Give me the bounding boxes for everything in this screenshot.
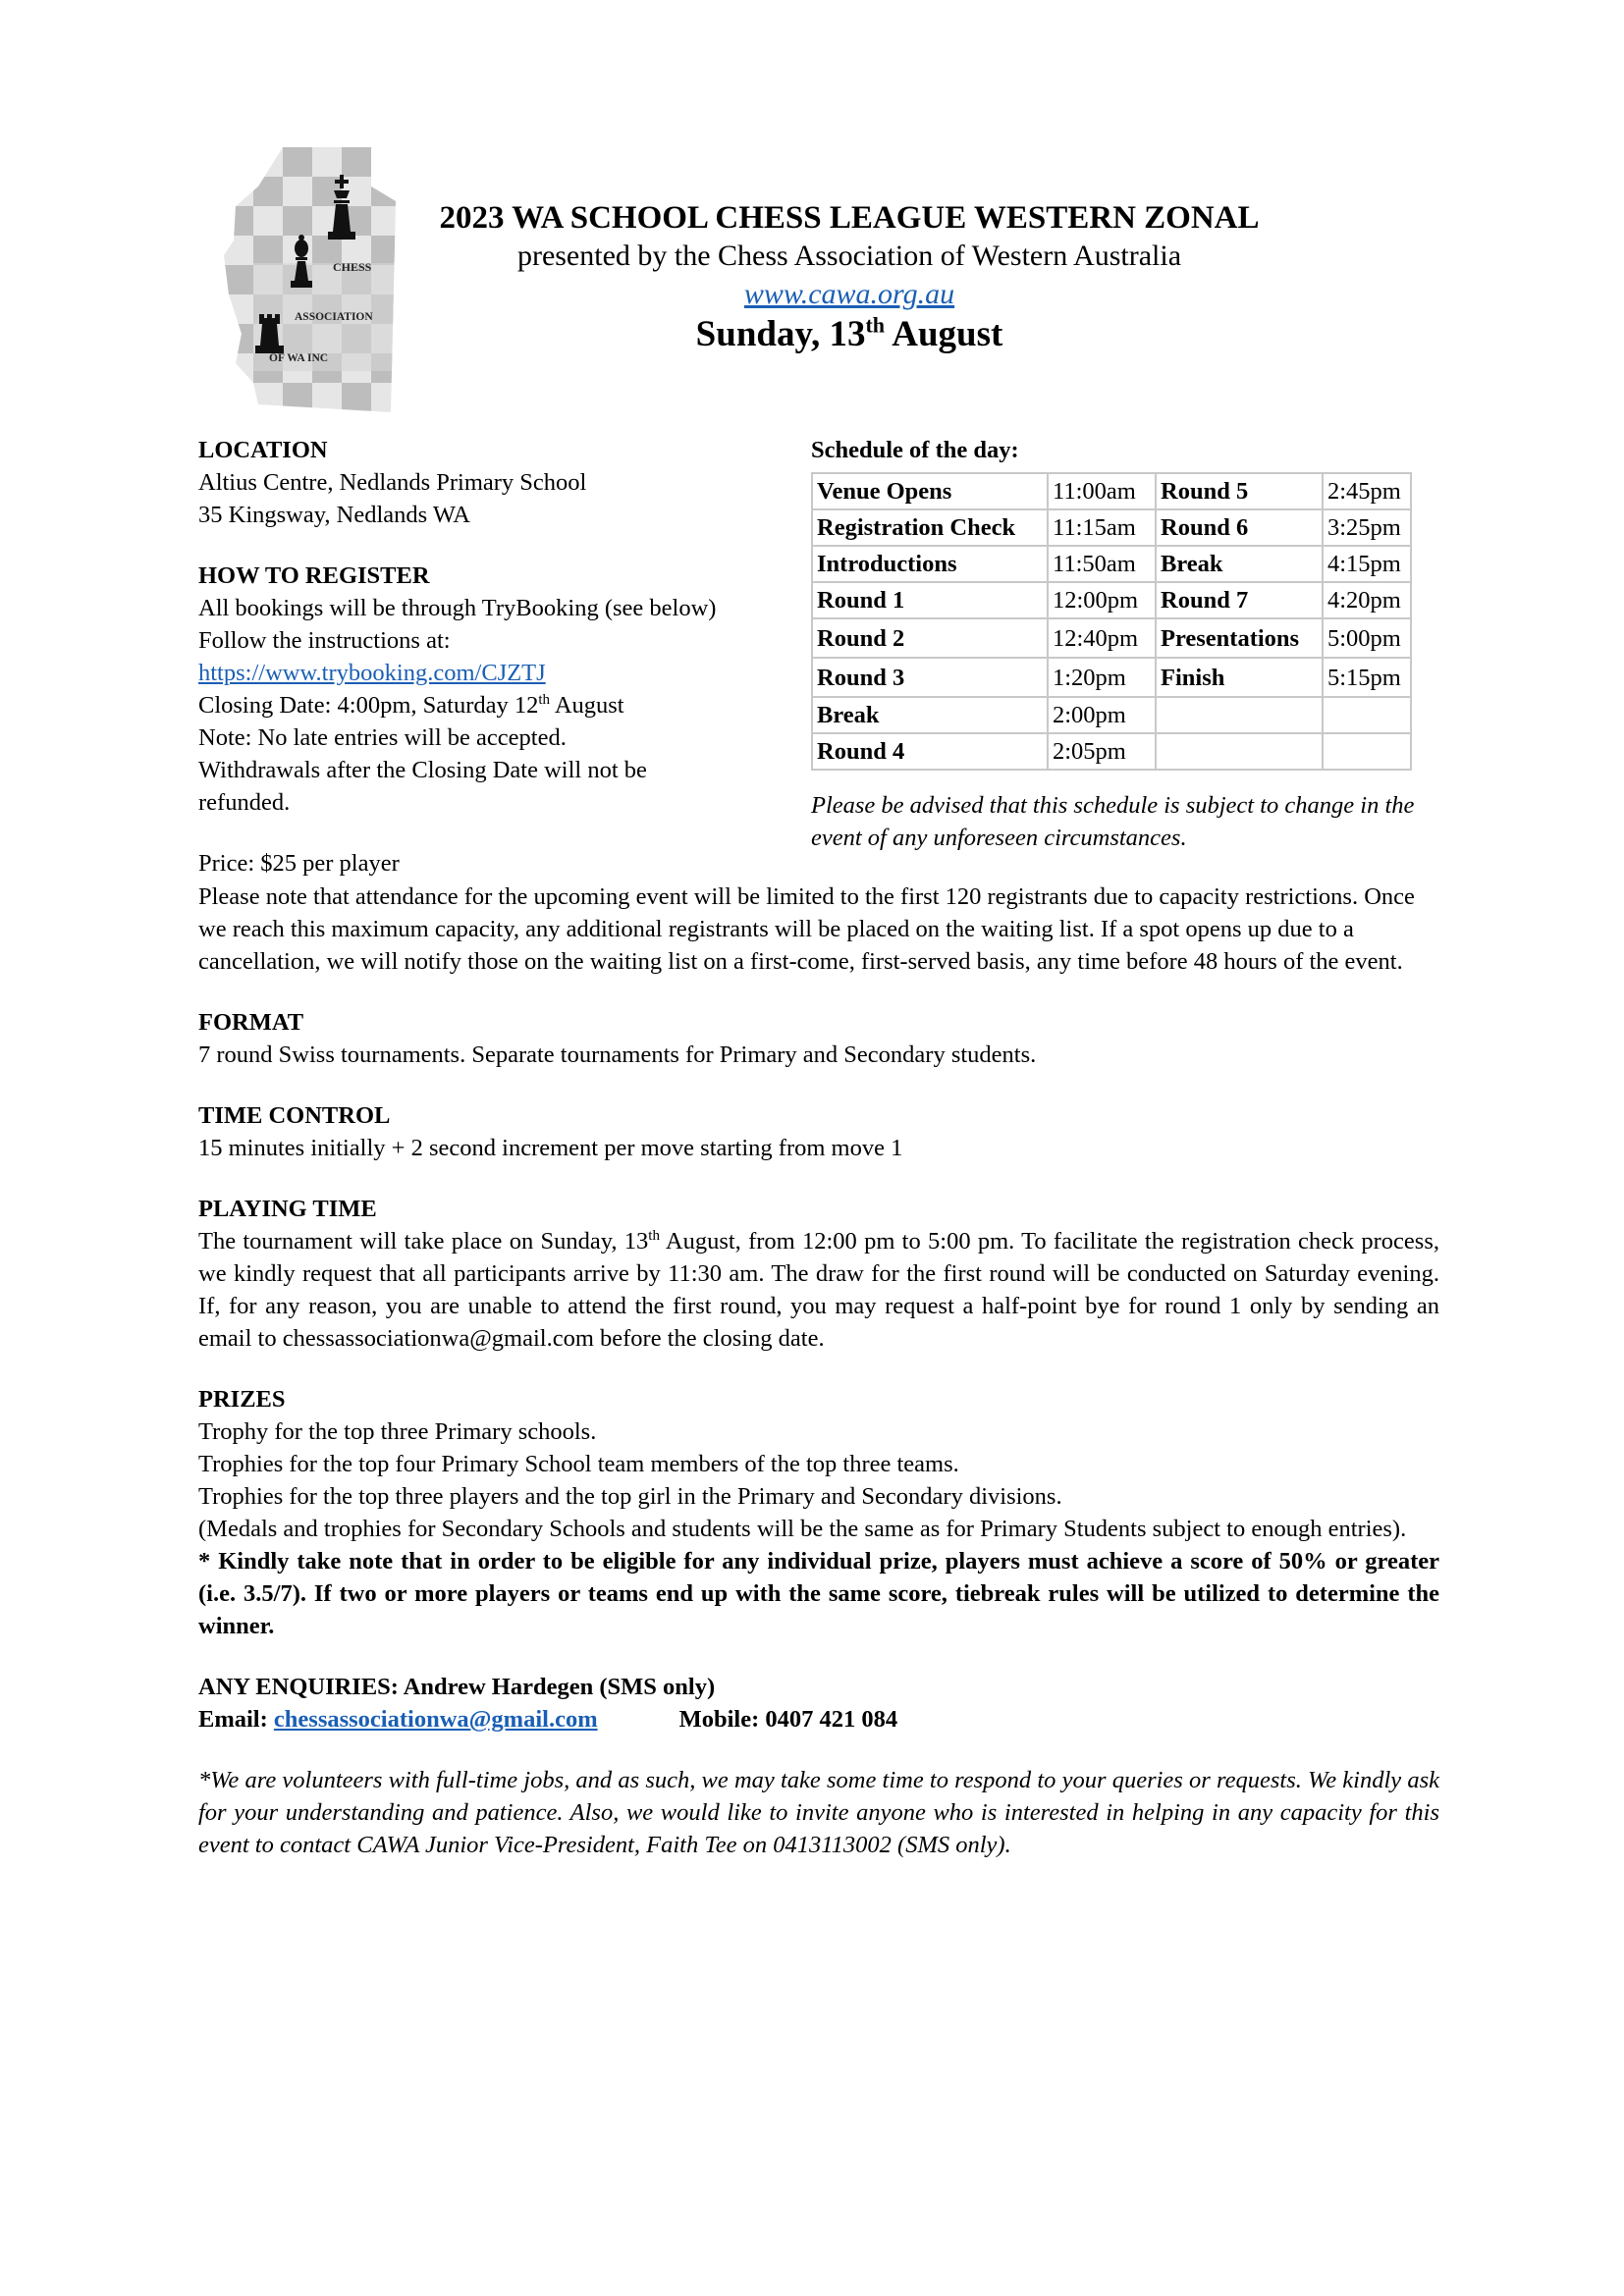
table-row: Round 2 12:40pm Presentations 5:00pm (812, 618, 1411, 658)
prizes-heading: PRIZES (198, 1386, 286, 1413)
email-link[interactable]: chessassociationwa@gmail.com (273, 1706, 598, 1733)
table-row: Break 2:00pm (812, 697, 1411, 733)
prize-line-3: Trophies for the top three players and the top girl in the Primary and Secondary divisions. (198, 1483, 1062, 1510)
enquiries-contact: Email: chessassociationwa@gmail.com Mobile: 0407 421 084 (198, 1706, 898, 1733)
schedule-title: Schedule of the day: (811, 437, 1019, 463)
prize-line-1: Trophy for the top three Primary schools. (198, 1418, 597, 1445)
enquiries-heading: ANY ENQUIRIES: Andrew Hardegen (SMS only) (198, 1674, 716, 1700)
logo-text-chess: CHESS (333, 260, 372, 274)
late-entries-note: Note: No late entries will be accepted. (198, 724, 567, 751)
website-link[interactable]: www.cawa.org.au (743, 278, 955, 310)
register-line1: All bookings will be through TryBooking (see below) (198, 595, 717, 621)
page-title: 2023 WA SCHOOL CHESS LEAGUE WESTERN ZONAL (439, 200, 1260, 236)
trybooking-link[interactable]: https://www.trybooking.com/CJZTJ (198, 660, 546, 686)
location-line1: Altius Centre, Nedlands Primary School (198, 469, 587, 496)
location-line2: 35 Kingsway, Nedlands WA (198, 502, 470, 528)
table-row: Round 1 12:00pm Round 7 4:20pm (812, 582, 1411, 618)
table-row: Round 3 1:20pm Finish 5:15pm (812, 658, 1411, 697)
left-column (198, 434, 729, 880)
table-row: Round 4 2:05pm (812, 733, 1411, 770)
closing-date: Closing Date: 4:00pm, Saturday 12th August (198, 691, 624, 719)
logo-text-association: ASSOCIATION (295, 311, 373, 323)
prize-line-2: Trophies for the top four Primary School team members of the top three teams. (198, 1451, 959, 1477)
website-container (0, 277, 1624, 312)
price: Price: $25 per player (198, 850, 400, 877)
time-control-text: 15 minutes initially + 2 second increment per move starting from move 1 (198, 1135, 903, 1161)
table-row: Registration Check 11:15am Round 6 3:25pm (812, 509, 1411, 546)
format-heading: FORMAT (198, 1009, 304, 1036)
playing-time-heading: PLAYING TIME (198, 1196, 377, 1222)
subtitle: presented by the Chess Association of Western Australia (516, 240, 1182, 272)
playing-time-text: The tournament will take place on Sunday, 13th August, from 12:00 pm to 5:00 pm. To facilitate the registration check process, we kindly request that all participants arrive by 11:30 am. The draw for the first round will be conducted on Saturday evening. If, for any reason, you are unable to attend the first round, you may request a half-point bye for round 1 only by sending an email to chessassociationwa@gmail.com before the closing date. (198, 1227, 1439, 1352)
prize-eligibility-note: * Kindly take note that in order to be eligible for any individual prize, players must achieve a score of 50% or greater (i.e. 3.5/7). If two or more players or teams end up with the same score, tiebreak rules will be utilized to determine the winner. (198, 1548, 1439, 1639)
event-date: Sunday, 13th August (695, 312, 1003, 354)
schedule-table (811, 472, 1412, 771)
capacity-note: Please note that attendance for the upcoming event will be limited to the first 120 registrants due to capacity restrictions. Once we reach this maximum capacity, any additional registrants will be placed on the waiting list. If a spot opens up due to a cancellation, we will notify those on the waiting list on a first-come, first-served basis, any time before 48 hours of the event. (198, 883, 1415, 975)
withdrawals-note: Withdrawals after the Closing Date will not be refunded. (198, 757, 647, 816)
table-row: Venue Opens 11:00am Round 5 2:45pm (812, 473, 1411, 509)
location-heading: LOCATION (198, 437, 328, 463)
time-control-heading: TIME CONTROL (198, 1102, 391, 1129)
schedule-note: Please be advised that this schedule is subject to change in the event of any unforeseen circumstances. (811, 792, 1415, 851)
logo-text-ofwa: OF WA INC (269, 352, 329, 364)
volunteer-note: *We are volunteers with full-time jobs, and as such, we may take some time to respond to your queries or requests. We kindly ask for your understanding and patience. Also, we would like to invite anyone who is interested in helping in any capacity for this event to contact CAWA Junior Vice-President, Faith Tee on 0413113002 (SMS only). (198, 1767, 1439, 1858)
prize-line-4: (Medals and trophies for Secondary Schools and students will be the same as for Primary Students subject to enough entries). (198, 1516, 1407, 1542)
table-row: Introductions 11:50am Break 4:15pm (812, 546, 1411, 582)
format-text: 7 round Swiss tournaments. Separate tournaments for Primary and Secondary students. (198, 1041, 1037, 1068)
register-heading: HOW TO REGISTER (198, 562, 430, 589)
main-body (198, 881, 1439, 1861)
register-line2: Follow the instructions at: (198, 627, 451, 654)
